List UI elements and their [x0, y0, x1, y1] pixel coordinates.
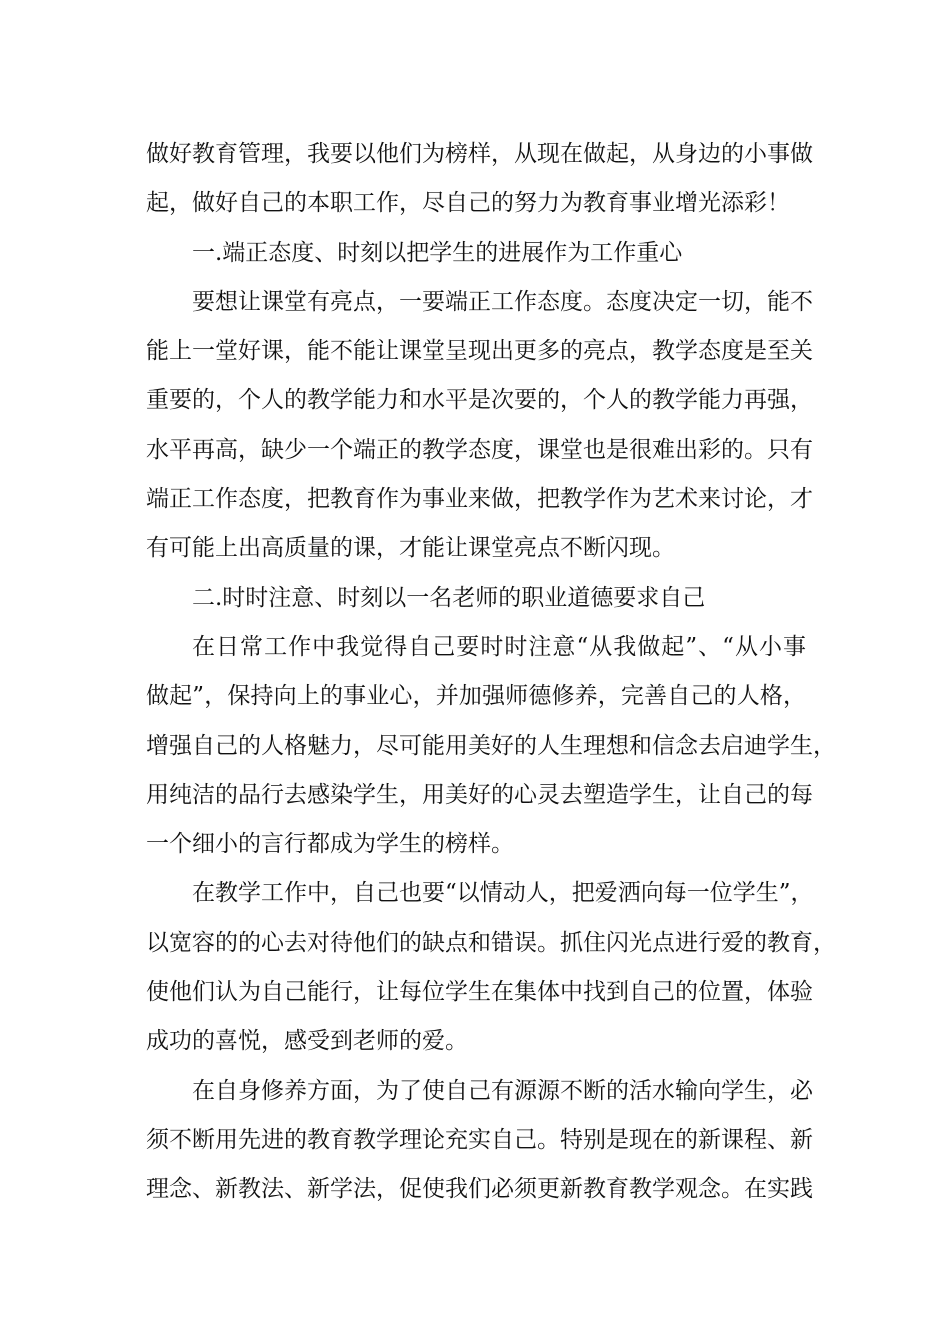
text-line: 做起”，保持向上的事业心，并加强师德修养，完善自己的人格，	[146, 683, 806, 710]
text-line: 在自身修养方面，为了使自己有源源不断的活水输向学生，必	[192, 1077, 813, 1104]
text-line: 做好教育管理，我要以他们为榜样，从现在做起，从身边的小事做	[146, 141, 813, 167]
text-line: 在日常工作中我觉得自己要时时注意“从我做起”、“从小事	[192, 633, 806, 660]
text-line: 端正工作态度，把教育作为事业来做，把教学作为艺术来讨论，才	[146, 486, 813, 513]
text-line: 能上一堂好课，能不能让课堂呈现出更多的亮点，教学态度是至关	[146, 338, 813, 365]
text-line: 在教学工作中，自己也要“以情动人，把爱洒向每一位学生”，	[192, 880, 814, 907]
text-line: 起，做好自己的本职工作，尽自己的努力为教育事业增光添彩！	[146, 190, 790, 217]
text-line: 使他们认为自己能行，让每位学生在集体中找到自己的位置，体验	[146, 979, 813, 1006]
text-line: 水平再高，缺少一个端正的教学态度，课堂也是很难出彩的。只有	[146, 436, 813, 463]
text-line: 重要的，个人的教学能力和水平是次要的，个人的教学能力再强，	[146, 387, 813, 414]
text-line: 须不断用先进的教育教学理论充实自己。特别是现在的新课程、新	[146, 1126, 813, 1153]
text-line: 要想让课堂有亮点，一要端正工作态度。态度决定一切，能不	[192, 288, 813, 315]
text-line: 以宽容的的心去对待他们的缺点和错误。抓住闪光点进行爱的教育，	[146, 929, 836, 956]
text-line: 一个细小的言行都成为学生的榜样。	[146, 831, 514, 858]
text-line: 有可能上出高质量的课，才能让课堂亮点不断闪现。	[146, 535, 675, 562]
section-heading: 一.端正态度、时刻以把学生的进展作为工作重心	[192, 239, 683, 266]
text-line: 增强自己的人格魅力，尽可能用美好的人生理想和信念去启迪学生，	[146, 732, 836, 759]
text-line: 成功的喜悦，感受到老师的爱。	[146, 1028, 468, 1055]
section-heading: 二.时时注意、时刻以一名老师的职业道德要求自己	[192, 584, 706, 611]
text-line: 理念、新教法、新学法，促使我们必须更新教育教学观念。在实践	[146, 1176, 813, 1203]
document-body	[146, 130, 836, 1215]
text-line: 用纯洁的品行去感染学生，用美好的心灵去塑造学生，让自己的每	[146, 781, 813, 808]
